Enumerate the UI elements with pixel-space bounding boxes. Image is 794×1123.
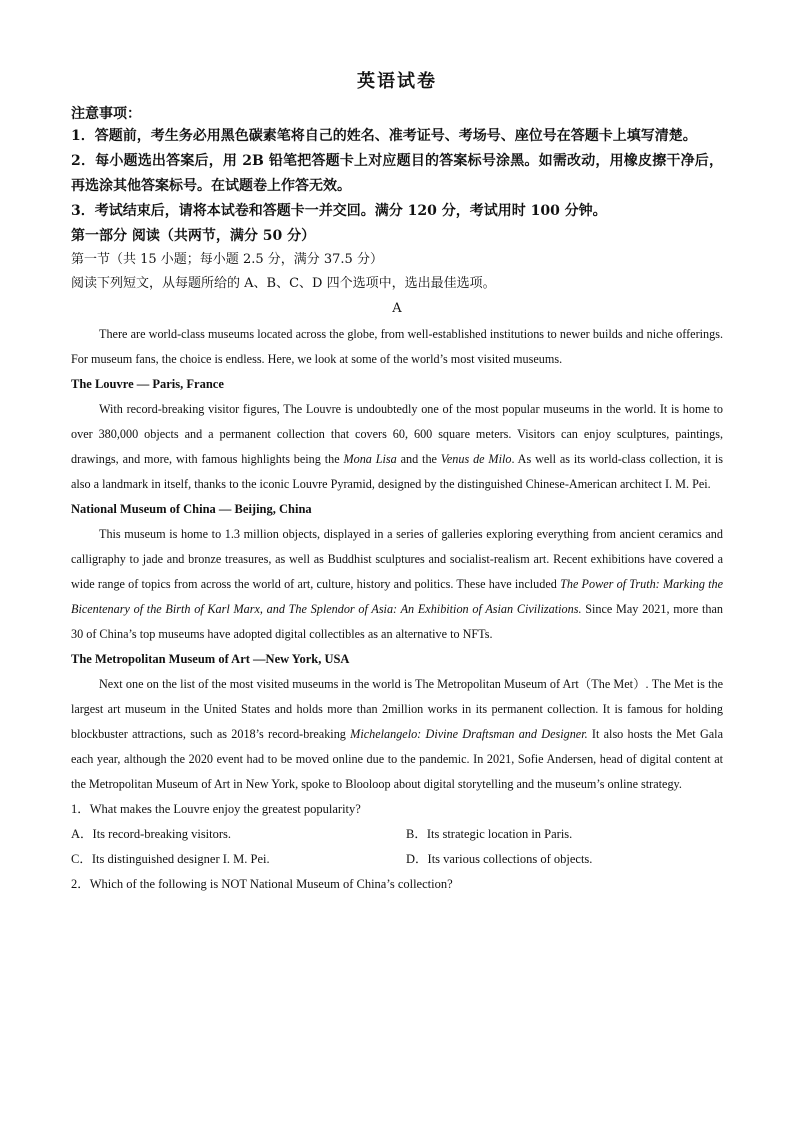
notice-item-1: 1．答题前，考生务必用黑色碳素笔将自己的姓名、准考证号、考场号、座位号在答题卡上填写清楚。 (71, 128, 697, 144)
louvre-text: and the (396, 452, 441, 466)
passage-letter: A (392, 301, 402, 316)
question-1-option-a[interactable]: A．Its record-breaking visitors. (71, 827, 232, 841)
nmc-text: Since May 2021, more than 30 of China’s top museums have adopted digital collectibles as an alternative to NFTs. (71, 602, 723, 641)
nmc-text: This museum is home to 1.3 million objects, displayed in a series of galleries exploring everything from ancient ceramics and calligraphy to jade and bronze treasures, as well as Buddhist sculptures and socialist-realism art. Recent exhibitions have covered a wide range of topics from across the world of art, culture, history and politics. These have included (71, 527, 723, 591)
met-paragraph (71, 672, 723, 797)
notice-item-3: 3．考试结束后，请将本试卷和答题卡一并交回。满分 120 分，考试用时 100 分钟。 (71, 203, 607, 219)
question-1-stem: 1．What makes the Louvre enjoy the greatest popularity? (71, 802, 361, 816)
section-heading: 第一节（共 15 小题；每小题 2.5 分，满分 37.5 分） (71, 252, 383, 267)
louvre-text: With record-breaking visitor figures, The Louvre is undoubtedly one of the most popular museums in the world. It is home to over 380,000 objects and a permanent collection that covers 60, 600 square meters. Visitors can enjoy sculptures, paintings, drawings, and more, with famous highlights being the (71, 402, 723, 466)
louvre-italic-venus: Venus de Milo (440, 452, 512, 466)
nmc-heading: National Museum of China — Beijing, China (71, 502, 312, 516)
question-1-option-b[interactable]: B．Its strategic location in Paris. (406, 827, 573, 841)
louvre-italic-mona-lisa: Mona Lisa (343, 452, 397, 466)
notice-item-2: 2．每小题选出答案后，用 2B 铅笔把答题卡上对应题目的答案标号涂黑。如需改动，用橡皮擦干净后，再选涂其他答案标号。在试题卷上作答无效。 (71, 153, 723, 194)
notice-heading: 注意事项： (71, 106, 141, 122)
louvre-heading: The Louvre — Paris, France (71, 377, 224, 391)
met-heading: The Metropolitan Museum of Art —New York, USA (71, 652, 350, 666)
met-text: It also hosts the Met Gala each year, although the 2020 event had to be moved online due to the pandemic. In 2021, Sofie Andersen, head of digital content at the Metropolitan Museum of Art in New York, spoke to Blooloop about digital storytelling and the museum’s online strategy. (71, 727, 723, 791)
exam-page (71, 70, 723, 897)
met-text: Next one on the list of the most visited museums in the world is The Metropolitan Museum of Art（The Met）. The Met is the largest art museum in the United States and holds more than 2million works in its permanent collection. It is famous for holding blockbuster attractions, such as 2018’s record-breaking (71, 677, 723, 741)
notice-block (71, 104, 723, 224)
nmc-paragraph (71, 522, 723, 647)
nmc-italic-exhibitions: The Power of Truth: Marking the Bicentenary of the Birth of Karl Marx, and The Splendor of Asia: An Exhibition of Asian Civilizations. (71, 577, 724, 616)
louvre-text: . As well as its world-class collection, it is also a landmark in itself, thanks to the iconic Louvre Pyramid, designed by the distinguished Chinese-American architect I. M. Pei. (71, 452, 723, 491)
question-2-stem: 2．Which of the following is NOT National Museum of China’s collection? (71, 877, 453, 891)
question-1-option-c[interactable]: C．Its distinguished designer I. M. Pei. (71, 852, 270, 866)
instruction: 阅读下列短文，从每题所给的 A、B、C、D 四个选项中，选出最佳选项。 (71, 276, 496, 291)
question-1-options (71, 822, 723, 872)
intro-paragraph: There are world-class museums located across the globe, from well-established institutions to newer builds and niche offerings. For museum fans, the choice is endless. Here, we look at some of the world’s most visited museums. (71, 327, 723, 366)
louvre-paragraph (71, 397, 723, 497)
part-heading: 第一部分 阅读（共两节，满分 50 分） (71, 228, 316, 244)
exam-title: 英语试卷 (357, 71, 437, 92)
met-italic-exhibition: Michelangelo: Divine Draftsman and Designer. (350, 727, 588, 741)
question-1-option-d[interactable]: D．Its various collections of objects. (406, 852, 593, 866)
